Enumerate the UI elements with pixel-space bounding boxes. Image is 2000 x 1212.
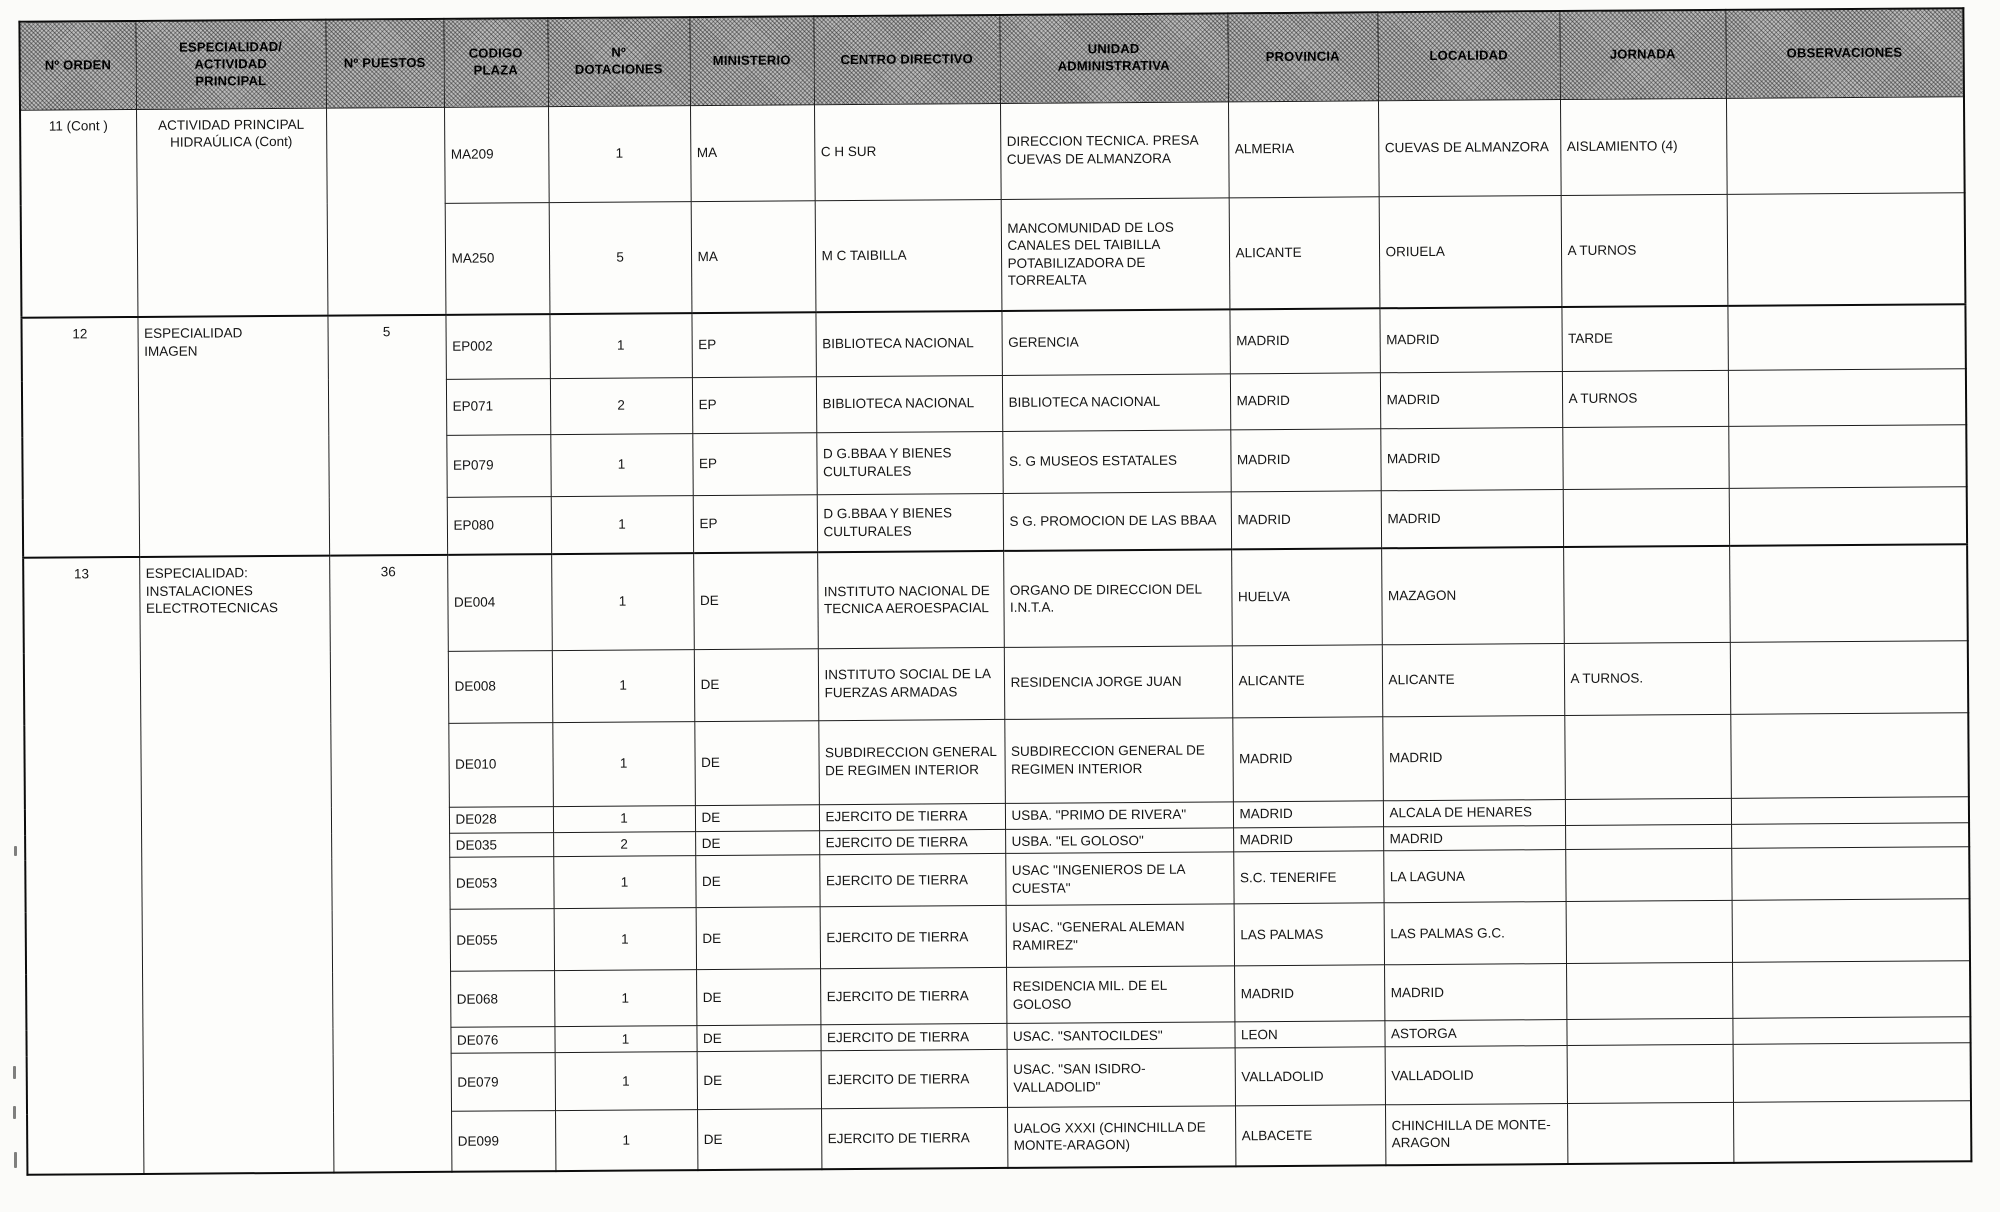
cell-jornada: A TURNOS. xyxy=(1564,642,1730,715)
cell-provincia: MADRID xyxy=(1229,308,1379,373)
cell-observaciones xyxy=(1732,1017,1970,1045)
cell-ministerio: EP xyxy=(691,312,815,377)
cell-ministerio: DE xyxy=(694,720,819,805)
cell-codigo: DE079 xyxy=(451,1053,555,1112)
cell-codigo: DE010 xyxy=(448,722,553,807)
cell-centro: EJERCITO DE TIERRA xyxy=(819,853,1005,906)
cell-ministerio: DE xyxy=(695,830,819,855)
cell-codigo: EP080 xyxy=(447,496,551,555)
cell-dotaciones: 1 xyxy=(549,313,691,378)
table-row xyxy=(20,96,1965,206)
cell-observaciones xyxy=(1733,1101,1971,1163)
cell-unidad: GERENCIA xyxy=(1001,309,1229,375)
column-header-jornada: JORNADA xyxy=(1559,10,1726,99)
cell-unidad: USBA. "EL GOLOSO" xyxy=(1005,827,1233,853)
cell-dotaciones: 1 xyxy=(548,105,691,202)
column-header-unidad: UNIDAD ADMINISTRATIVA xyxy=(999,13,1228,103)
cell-centro: D G.BBAA Y BIENES CULTURALES xyxy=(816,431,1002,494)
cell-unidad: SUBDIRECCION GENERAL DE REGIMEN INTERIOR xyxy=(1004,717,1233,803)
column-header-especialidad: ESPECIALIDAD/ ACTIVIDAD PRINCIPAL xyxy=(135,20,326,109)
cell-codigo: DE004 xyxy=(447,554,552,651)
header-row xyxy=(19,8,1964,110)
cell-dotaciones: 1 xyxy=(554,1026,696,1053)
cell-jornada xyxy=(1565,848,1731,901)
column-header-localidad: LOCALIDAD xyxy=(1377,11,1560,100)
cell-observaciones xyxy=(1733,1043,1971,1103)
column-header-observaciones: OBSERVACIONES xyxy=(1725,8,1964,98)
cell-unidad: ORGANO DE DIRECCION DEL I.N.T.A. xyxy=(1003,549,1232,647)
cell-unidad: USBA. "PRIMO DE RIVERA" xyxy=(1005,801,1233,829)
cell-dotaciones: 2 xyxy=(550,377,692,434)
group-puestos: 36 xyxy=(329,555,451,1172)
cell-unidad: UALOG XXXI (CHINCHILLA DE MONTE-ARAGON) xyxy=(1007,1106,1235,1168)
cell-observaciones xyxy=(1730,712,1969,798)
cell-ministerio: DE xyxy=(695,804,819,831)
cell-codigo: EP079 xyxy=(446,434,550,497)
group-especialidad: ACTIVIDAD PRINCIPAL HIDRAÚLICA (Cont) xyxy=(136,108,327,317)
cell-provincia: MADRID xyxy=(1231,490,1381,549)
column-header-dotaciones: Nº DOTACIONES xyxy=(547,17,690,106)
scanned-page xyxy=(18,7,1972,1175)
cell-dotaciones: 1 xyxy=(552,721,695,806)
cell-ministerio: DE xyxy=(697,1109,821,1170)
cell-codigo: MA209 xyxy=(444,106,549,203)
cell-codigo: DE068 xyxy=(450,971,554,1028)
group-orden: 11 (Cont ) xyxy=(20,109,137,318)
cell-provincia: S.C. TENERIFE xyxy=(1233,851,1383,904)
cell-unidad: S. G MUSEOS ESTATALES xyxy=(1002,429,1230,493)
cell-localidad: CUEVAS DE ALMANZORA xyxy=(1378,99,1561,196)
cell-codigo: EP071 xyxy=(446,378,550,435)
cell-localidad: LAS PALMAS G.C. xyxy=(1384,902,1566,965)
cell-jornada xyxy=(1566,900,1732,963)
cell-unidad: USAC "INGENIEROS DE LA CUESTA" xyxy=(1005,852,1233,906)
table-row xyxy=(23,544,1968,654)
cell-unidad: BIBLIOTECA NACIONAL xyxy=(1002,373,1230,431)
cell-ministerio: DE xyxy=(696,907,820,970)
cell-dotaciones: 1 xyxy=(554,970,696,1027)
cell-centro: M C TAIBILLA xyxy=(815,199,1002,312)
cell-ministerio: MA xyxy=(690,104,815,201)
cell-provincia: LAS PALMAS xyxy=(1234,903,1384,966)
cell-centro: BIBLIOTECA NACIONAL xyxy=(815,311,1001,376)
cell-unidad: USAC. "SANTOCILDES" xyxy=(1006,1022,1234,1050)
cell-dotaciones: 1 xyxy=(550,433,692,496)
group-puestos xyxy=(326,107,445,316)
cell-jornada xyxy=(1565,798,1731,825)
cell-provincia: MADRID xyxy=(1234,965,1384,1022)
cell-codigo: DE035 xyxy=(449,832,553,857)
cell-observaciones xyxy=(1729,486,1967,546)
column-header-orden: Nº ORDEN xyxy=(19,21,136,110)
cell-centro: EJERCITO DE TIERRA xyxy=(821,1049,1007,1108)
cell-ministerio: MA xyxy=(691,200,816,313)
cell-jornada: A TURNOS xyxy=(1562,370,1728,427)
cell-observaciones xyxy=(1726,96,1965,194)
cell-localidad: VALLADOLID xyxy=(1385,1046,1567,1105)
cell-provincia: LEON xyxy=(1234,1021,1384,1048)
cell-codigo: DE008 xyxy=(448,650,553,723)
cell-provincia: MADRID xyxy=(1232,716,1383,801)
cell-centro: EJERCITO DE TIERRA xyxy=(819,829,1005,855)
cell-codigo: DE053 xyxy=(449,857,553,910)
cell-provincia: ALBACETE xyxy=(1235,1105,1385,1166)
cell-observaciones xyxy=(1730,640,1968,714)
group-puestos: 5 xyxy=(327,315,447,556)
scan-artifact xyxy=(14,1152,17,1168)
cell-centro: EJERCITO DE TIERRA xyxy=(820,1023,1006,1050)
cell-observaciones xyxy=(1728,424,1966,488)
cell-centro: C H SUR xyxy=(814,103,1001,200)
cell-localidad: MADRID xyxy=(1383,825,1565,851)
cell-localidad: ALCALA DE HENARES xyxy=(1383,799,1565,826)
column-header-ministerio: MINISTERIO xyxy=(689,16,814,105)
cell-centro: EJERCITO DE TIERRA xyxy=(820,967,1006,1024)
group-especialidad: ESPECIALIDAD IMAGEN xyxy=(137,316,329,557)
cell-localidad: MADRID xyxy=(1380,371,1562,428)
cell-localidad: CHINCHILLA DE MONTE-ARAGON xyxy=(1385,1104,1567,1165)
column-header-centro: CENTRO DIRECTIVO xyxy=(813,15,1000,104)
table-body xyxy=(20,96,1971,1174)
cell-dotaciones: 5 xyxy=(549,201,692,314)
cell-unidad: USAC. "GENERAL ALEMAN RAMIREZ" xyxy=(1006,904,1234,968)
cell-localidad: ORIUELA xyxy=(1379,195,1562,308)
scan-artifact xyxy=(14,846,17,856)
cell-observaciones xyxy=(1729,544,1968,642)
cell-jornada: AISLAMIENTO (4) xyxy=(1560,98,1727,195)
cell-dotaciones: 1 xyxy=(555,1052,697,1111)
cell-dotaciones: 2 xyxy=(553,831,695,857)
cell-provincia: MADRID xyxy=(1233,800,1383,827)
cell-codigo: DE076 xyxy=(450,1027,554,1054)
cell-jornada xyxy=(1567,1044,1733,1103)
cell-dotaciones: 1 xyxy=(554,908,696,971)
table-header xyxy=(19,8,1964,110)
cell-jornada xyxy=(1563,488,1729,547)
cell-codigo: DE099 xyxy=(451,1111,555,1172)
cell-jornada xyxy=(1564,714,1731,799)
cell-observaciones xyxy=(1728,368,1966,426)
cell-centro: D G.BBAA Y BIENES CULTURALES xyxy=(817,493,1003,552)
cell-centro: INSTITUTO NACIONAL DE TECNICA AEROESPACIAL xyxy=(817,551,1004,648)
cell-unidad: RESIDENCIA JORGE JUAN xyxy=(1004,645,1232,719)
column-header-puestos: Nº PUESTOS xyxy=(325,19,444,108)
cell-provincia: ALMERIA xyxy=(1228,100,1379,197)
cell-centro: BIBLIOTECA NACIONAL xyxy=(816,375,1002,432)
cell-dotaciones: 1 xyxy=(551,495,693,554)
column-header-codigo: CODIGO PLAZA xyxy=(443,18,548,107)
cell-ministerio: EP xyxy=(693,494,817,553)
cell-provincia: HUELVA xyxy=(1231,548,1382,645)
cell-localidad: MADRID xyxy=(1379,307,1561,372)
cell-provincia: ALICANTE xyxy=(1232,644,1382,717)
cell-localidad: LA LAGUNA xyxy=(1383,850,1565,903)
cell-unidad: S G. PROMOCION DE LAS BBAA xyxy=(1003,491,1231,551)
cell-codigo: DE055 xyxy=(450,909,554,972)
cell-dotaciones: 1 xyxy=(555,1110,697,1171)
cell-dotaciones: 1 xyxy=(551,553,694,650)
group-especialidad: ESPECIALIDAD: INSTALACIONES ELECTROTECNICAS xyxy=(139,556,333,1174)
cell-centro: EJERCITO DE TIERRA xyxy=(819,803,1005,830)
cell-jornada xyxy=(1566,962,1732,1019)
cell-ministerio: DE xyxy=(696,969,820,1026)
cell-observaciones xyxy=(1727,192,1966,306)
scan-artifact xyxy=(13,1066,16,1079)
cell-dotaciones: 1 xyxy=(552,649,694,722)
cell-codigo: EP002 xyxy=(445,314,549,379)
vacancies-table xyxy=(18,7,1972,1175)
cell-observaciones xyxy=(1732,899,1970,963)
cell-observaciones xyxy=(1731,847,1969,901)
group-orden: 12 xyxy=(21,317,139,558)
cell-localidad: MADRID xyxy=(1381,489,1563,548)
scan-artifact xyxy=(13,1106,16,1119)
cell-localidad: MAZAGON xyxy=(1381,547,1564,644)
cell-centro: EJERCITO DE TIERRA xyxy=(821,1107,1007,1168)
cell-unidad: USAC. "SAN ISIDRO-VALLADOLID" xyxy=(1007,1048,1235,1108)
cell-jornada xyxy=(1566,1018,1732,1045)
cell-localidad: ALICANTE xyxy=(1382,643,1564,716)
cell-observaciones xyxy=(1727,304,1965,370)
cell-ministerio: DE xyxy=(693,552,818,649)
cell-codigo: MA250 xyxy=(445,202,550,315)
cell-centro: INSTITUTO SOCIAL DE LA FUERZAS ARMADAS xyxy=(818,647,1004,720)
cell-provincia: MADRID xyxy=(1233,826,1383,852)
cell-ministerio: EP xyxy=(692,432,816,495)
cell-jornada xyxy=(1565,824,1731,850)
cell-observaciones xyxy=(1732,961,1970,1019)
cell-provincia: MADRID xyxy=(1230,428,1380,491)
cell-ministerio: DE xyxy=(694,648,818,721)
cell-jornada xyxy=(1563,546,1730,643)
cell-provincia: VALLADOLID xyxy=(1235,1047,1385,1106)
cell-provincia: ALICANTE xyxy=(1229,196,1380,309)
cell-observaciones xyxy=(1731,822,1969,848)
cell-localidad: MADRID xyxy=(1382,715,1565,800)
cell-observaciones xyxy=(1731,796,1969,824)
group-orden: 13 xyxy=(23,557,143,1174)
cell-ministerio: DE xyxy=(695,855,819,908)
column-header-provincia: PROVINCIA xyxy=(1227,12,1378,101)
cell-centro: EJERCITO DE TIERRA xyxy=(820,905,1006,968)
cell-unidad: DIRECCION TECNICA. PRESA CUEVAS DE ALMANZORA xyxy=(1000,101,1229,199)
cell-jornada xyxy=(1567,1102,1733,1163)
cell-dotaciones: 1 xyxy=(553,856,695,909)
cell-provincia: MADRID xyxy=(1230,372,1380,429)
cell-localidad: ASTORGA xyxy=(1384,1020,1566,1047)
cell-jornada: TARDE xyxy=(1561,306,1727,371)
cell-ministerio: DE xyxy=(696,1025,820,1052)
cell-dotaciones: 1 xyxy=(553,805,695,832)
cell-unidad: RESIDENCIA MIL. DE EL GOLOSO xyxy=(1006,966,1234,1024)
cell-jornada: A TURNOS xyxy=(1561,194,1728,307)
cell-localidad: MADRID xyxy=(1380,427,1562,490)
cell-codigo: DE028 xyxy=(449,806,553,833)
cell-centro: SUBDIRECCION GENERAL DE REGIMEN INTERIOR xyxy=(818,719,1005,804)
cell-ministerio: EP xyxy=(692,376,816,433)
cell-jornada xyxy=(1562,426,1728,489)
cell-localidad: MADRID xyxy=(1384,964,1566,1021)
cell-unidad: MANCOMUNIDAD DE LOS CANALES DEL TAIBILLA POTABILIZADORA DE TORREALTA xyxy=(1001,197,1230,311)
cell-ministerio: DE xyxy=(697,1051,821,1110)
